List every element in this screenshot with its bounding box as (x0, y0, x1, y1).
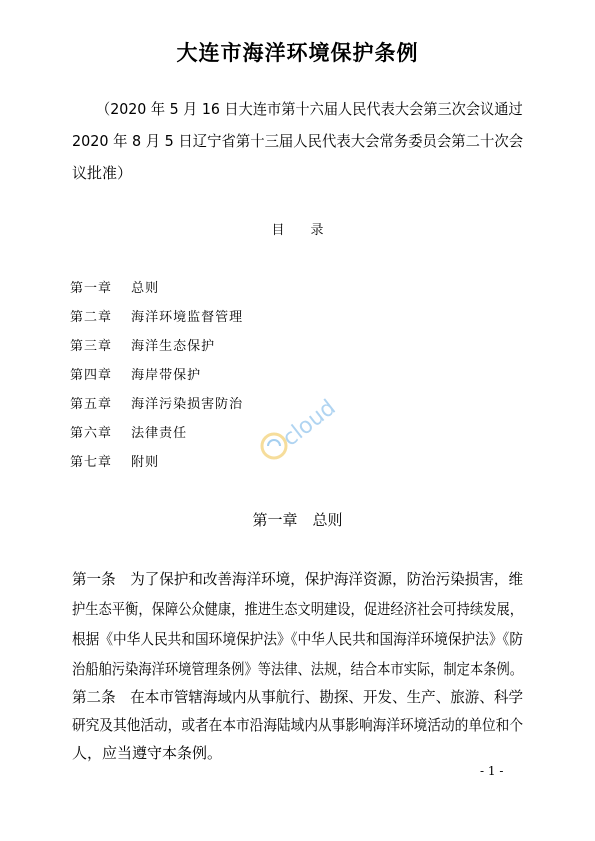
article-line: 第二条 在本市管辖海域内从事航行、勘探、开发、生产、旅游、科学 (72, 688, 524, 706)
article-line: 人，应当遵守本条例。 (72, 744, 223, 762)
article-line: 护生态平衡，保障公众健康，推进生态文明建设，促进经济社会可持续发展， (72, 600, 524, 618)
toc-chapter-name: 总则 (131, 281, 160, 296)
page-number: - 1 - (480, 764, 504, 778)
article-line: 研究及其他活动，或者在本市沿海陆域内从事影响海洋环境活动的单位和个 (72, 716, 524, 734)
toc-chapter-name: 海岸带保护 (131, 368, 202, 383)
toc-item (70, 451, 159, 470)
article-line: 根据《中华人民共和国环境保护法》《中华人民共和国海洋环境保护法》《防 (72, 630, 524, 648)
toc-chapter-number: 第三章 (70, 339, 113, 354)
toc-item (70, 277, 159, 296)
document-title: 大连市海洋环境保护条例 (176, 41, 419, 65)
toc-chapter-number: 第七章 (70, 455, 113, 470)
cloud-watermark-icon (256, 388, 352, 468)
toc-item (70, 306, 243, 325)
approval-note-line-1: （2020 年 5 月 16 日大连市第十六届人民代表大会第三次会议通过 (96, 100, 523, 118)
watermark-text: cloud (278, 395, 341, 452)
toc-item (70, 364, 201, 383)
article-line: 第一条 为了保护和改善海洋环境，保护海洋资源，防治污染损害，维 (72, 570, 524, 588)
toc-chapter-number: 第四章 (70, 368, 113, 383)
toc-chapter-number: 第五章 (70, 397, 113, 412)
toc-chapter-name: 海洋污染损害防治 (131, 397, 244, 412)
toc-item (70, 335, 215, 354)
toc-item (70, 393, 243, 412)
toc-chapter-number: 第六章 (70, 426, 113, 441)
toc-title: 目 录 (271, 223, 324, 238)
toc-chapter-number: 第二章 (70, 310, 113, 325)
toc-chapter-name: 法律责任 (131, 426, 188, 441)
toc-item (70, 422, 187, 441)
approval-note-line-2: 2020 年 8 月 5 日辽宁省第十三届人民代表大会常务委员会第二十次会 (72, 132, 524, 150)
toc-chapter-name: 附则 (131, 455, 160, 470)
toc-chapter-number: 第一章 (70, 281, 113, 296)
article-line: 治船舶污染海洋环境管理条例》等法律、法规，结合本市实际，制定本条例。 (72, 660, 524, 678)
toc-chapter-name: 海洋环境监督管理 (131, 310, 244, 325)
toc-chapter-name: 海洋生态保护 (131, 339, 216, 354)
chapter-title: 第一章 总则 (252, 511, 343, 529)
approval-note-line-3: 议批准） (72, 164, 133, 182)
